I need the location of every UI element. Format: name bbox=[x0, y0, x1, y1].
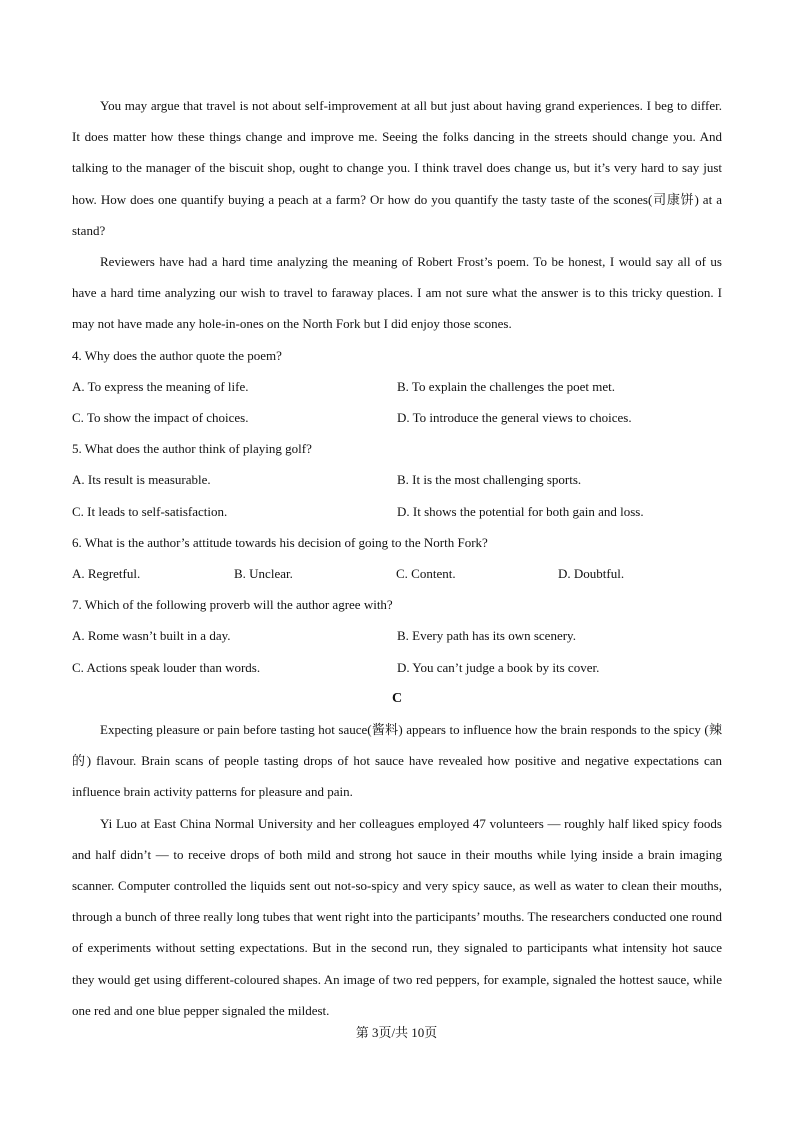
paragraph: You may argue that travel is not about self-improvement at all but just about having grand experiences. I beg to differ. It does matter how these things change and improve me. Seeing the folks dancing in the streets should change you. And talking to the manager of the biscuit shop, ought to change you. I think travel does change us, but it’s very hard to say just how. How does one quantify buying a peach at a farm? Or how do you quantify the tasty taste of the scones(司康饼) at a stand? bbox=[72, 98, 722, 238]
question-stem: 5. What does the author think of playing golf? bbox=[72, 441, 312, 457]
option-c: C. Content. bbox=[396, 566, 456, 582]
exam-page-content bbox=[72, 90, 722, 1026]
options-row bbox=[72, 371, 722, 402]
option-b: B. To explain the challenges the poet met. bbox=[397, 378, 615, 394]
option-c: C. To show the impact of choices. bbox=[72, 410, 249, 426]
options-row bbox=[72, 652, 722, 683]
option-d: D. You can’t judge a book by its cover. bbox=[397, 659, 600, 675]
paragraph: Expecting pleasure or pain before tasting hot sauce(酱料) appears to influence how the brain responds to the spicy (辣的) flavour. Brain scans of people tasting drops of hot sauce have revealed how positive and negative expectations can influence brain activity patterns for pleasure and pain. bbox=[72, 722, 722, 800]
options-row bbox=[72, 464, 722, 495]
options-row bbox=[72, 402, 722, 433]
question-stem: 4. Why does the author quote the poem? bbox=[72, 347, 282, 363]
question-stem: 6. What is the author’s attitude towards his decision of going to the North Fork? bbox=[72, 534, 488, 550]
option-a: A. Regretful. bbox=[72, 566, 141, 582]
option-a: A. To express the meaning of life. bbox=[72, 378, 249, 394]
page-number-footer: 第 3页/共 10页 bbox=[355, 1025, 438, 1040]
option-c: C. It leads to self-satisfaction. bbox=[72, 503, 228, 519]
paragraph: Reviewers have had a hard time analyzing the meaning of Robert Frost’s poem. To be honest, I would say all of us have a hard time analyzing our wish to travel to faraway places. I am not sure what the answer is to this tricky question. I may not have made any hole-in-ones on the North Fork but I did enjoy those scones. bbox=[72, 254, 722, 332]
paragraph: Yi Luo at East China Normal University and her colleagues employed 47 volunteers — roughly half liked spicy foods and half didn’t — to receive drops of both mild and strong hot sauce in their mouths while lying inside a brain imaging scanner. Computer controlled the liquids sent out not-so-spicy and very spicy sauce, as well as water to clean their mouths, through a bunch of three really long tubes that went right into the participants’ mouths. The researchers conducted one round of experiments without setting expectations. But in the second run, they signaled to participants what intensity hot sauce they would get using different-coloured shapes. An image of two red peppers, for example, signaled the hottest sauce, while one red and one blue pepper signaled the mildest. bbox=[72, 815, 722, 1018]
options-row bbox=[72, 496, 722, 527]
option-d: D. It shows the potential for both gain and loss. bbox=[397, 503, 644, 519]
section-heading: C bbox=[391, 690, 403, 706]
option-d: D. To introduce the general views to choices. bbox=[397, 410, 632, 426]
option-d: D. Doubtful. bbox=[558, 566, 625, 582]
option-b: B. Every path has its own scenery. bbox=[397, 628, 576, 644]
question-stem: 7. Which of the following proverb will the author agree with? bbox=[72, 597, 393, 613]
option-a: A. Rome wasn’t built in a day. bbox=[72, 628, 231, 644]
options-row bbox=[72, 620, 722, 651]
option-c: C. Actions speak louder than words. bbox=[72, 659, 261, 675]
option-b: B. It is the most challenging sports. bbox=[397, 472, 582, 488]
option-b: B. Unclear. bbox=[234, 566, 293, 582]
options-row bbox=[72, 558, 722, 589]
option-a: A. Its result is measurable. bbox=[72, 472, 211, 488]
